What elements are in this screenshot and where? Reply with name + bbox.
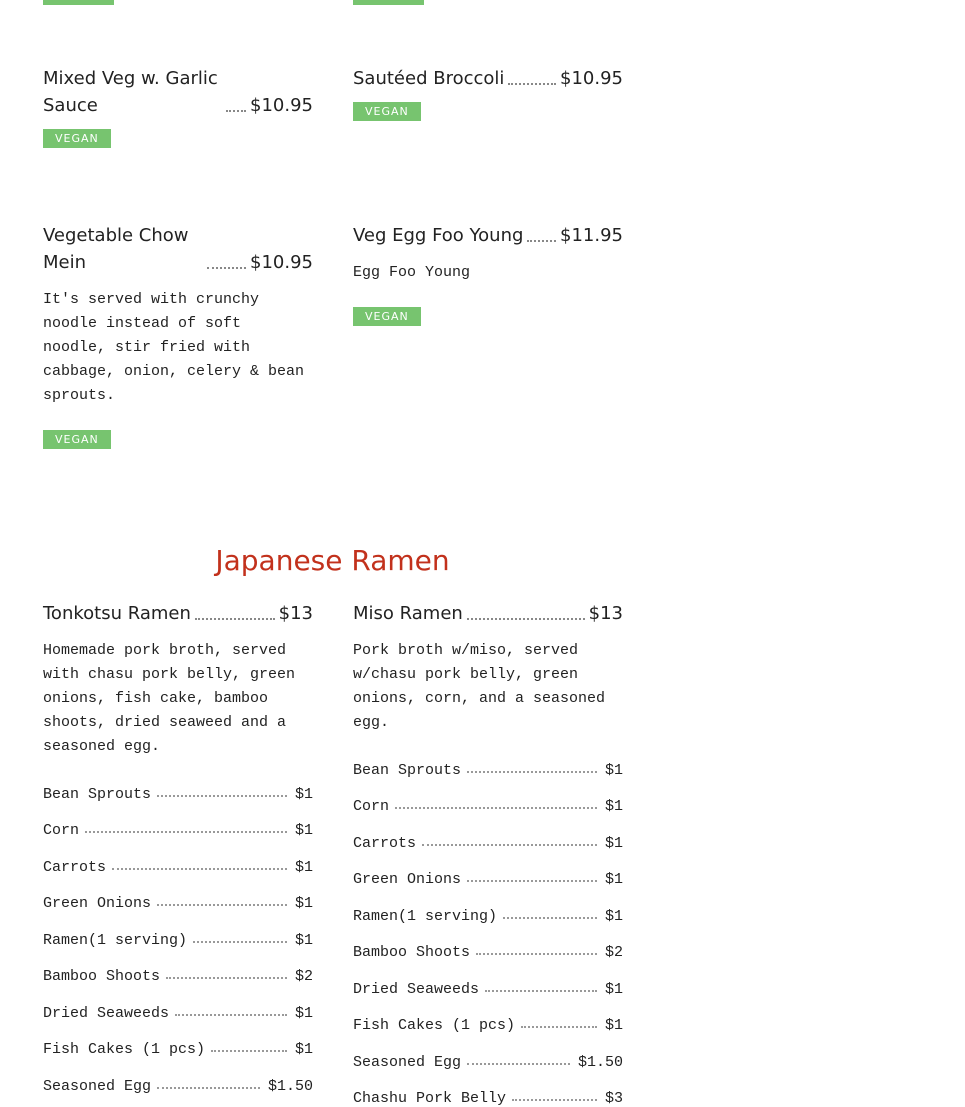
addon-item[interactable]	[353, 1034, 623, 1071]
addon-item[interactable]	[353, 961, 623, 998]
addon-name: Ramen(1 serving)	[353, 908, 497, 925]
leader-dots	[211, 1050, 287, 1052]
leader-dots	[226, 110, 246, 112]
addon-name: Seasoned Egg	[43, 1078, 151, 1095]
addon-name: Dried Seaweeds	[353, 981, 479, 998]
leader-dots	[521, 1026, 597, 1028]
addon-price: $1.50	[578, 1054, 623, 1071]
section-title-japanese-ramen: Japanese Ramen	[0, 544, 665, 577]
addon-price: $2	[605, 944, 623, 961]
addon-price: $1	[295, 859, 313, 876]
item-name: Sautéed Broccoli	[353, 65, 504, 92]
addon-name: Green Onions	[43, 895, 151, 912]
leader-dots	[195, 618, 275, 620]
item-name: Tonkotsu Ramen	[43, 600, 191, 627]
item-name: Miso Ramen	[353, 600, 463, 627]
item-price: $11.95	[560, 222, 623, 249]
leader-dots	[467, 618, 585, 620]
leader-dots	[157, 795, 287, 797]
addon-name: Fish Cakes (1 pcs)	[353, 1017, 515, 1034]
item-price: $10.95	[250, 249, 313, 276]
item-name: Mixed Veg w. Garlic Sauce	[43, 65, 222, 119]
leader-dots	[193, 941, 287, 943]
leader-dots	[467, 1063, 570, 1065]
menu-item-veg-chow-mein[interactable]	[43, 222, 313, 449]
addon-name: Fish Cakes (1 pcs)	[43, 1041, 205, 1058]
addon-price: $1	[605, 981, 623, 998]
menu-column-left	[43, 0, 313, 520]
leader-dots	[112, 868, 287, 870]
leader-dots	[157, 1087, 260, 1089]
addon-name: Corn	[43, 822, 79, 839]
item-description: Egg Foo Young	[353, 261, 623, 285]
addon-price: $1	[605, 762, 623, 779]
addon-name: Chashu Pork Belly	[353, 1090, 506, 1107]
leader-dots	[85, 831, 287, 833]
addon-item[interactable]	[43, 803, 313, 840]
menu-item-tonkotsu-ramen[interactable]	[43, 600, 313, 759]
item-price: $10.95	[250, 92, 313, 119]
addon-price: $1	[295, 1005, 313, 1022]
vegan-badge: VEGAN	[43, 430, 111, 449]
addon-name: Green Onions	[353, 871, 461, 888]
addon-price: $1	[295, 895, 313, 912]
addon-item[interactable]	[43, 876, 313, 913]
addon-price: $2	[295, 968, 313, 985]
addon-price: $1	[605, 908, 623, 925]
leader-dots	[527, 240, 556, 242]
leader-dots	[476, 953, 597, 955]
addon-price: $1	[295, 822, 313, 839]
addon-list	[43, 766, 313, 1095]
menu-item-veg-egg-foo-young[interactable]	[353, 222, 623, 326]
item-description: Pork broth w/miso, served w/chasu pork belly, green onions, corn, and a seasoned egg.	[353, 639, 623, 735]
addon-name: Bamboo Shoots	[43, 968, 160, 985]
addon-price: $1	[295, 932, 313, 949]
item-price: $13	[589, 600, 623, 627]
addon-name: Dried Seaweeds	[43, 1005, 169, 1022]
addon-item[interactable]	[353, 779, 623, 816]
item-name: Vegetable Chow Mein	[43, 222, 203, 276]
addon-name: Ramen(1 serving)	[43, 932, 187, 949]
addon-name: Corn	[353, 798, 389, 815]
addon-price: $1	[605, 871, 623, 888]
addon-price: $3	[605, 1090, 623, 1107]
addon-name: Seasoned Egg	[353, 1054, 461, 1071]
menu-item-miso-ramen[interactable]	[353, 600, 623, 735]
item-description: Homemade pork broth, served with chasu pork belly, green onions, fish cake, bamboo shoots, dried seaweed and a seasoned egg.	[43, 639, 313, 759]
addon-name: Carrots	[43, 859, 106, 876]
addon-price: $1.50	[268, 1078, 313, 1095]
addon-item[interactable]	[43, 985, 313, 1022]
item-price: $10.95	[560, 65, 623, 92]
addon-item[interactable]	[353, 1071, 623, 1107]
addon-item[interactable]	[43, 1058, 313, 1095]
menu-column-right	[353, 0, 623, 520]
addon-item[interactable]	[353, 925, 623, 962]
menu-item-mixed-veg[interactable]	[43, 65, 313, 148]
item-price: $13	[279, 600, 313, 627]
leader-dots	[467, 771, 597, 773]
menu-item-sauteed-broccoli[interactable]	[353, 65, 623, 121]
vegan-badge: VEGAN	[353, 102, 421, 121]
addon-name: Carrots	[353, 835, 416, 852]
leader-dots	[508, 83, 556, 85]
leader-dots	[503, 917, 597, 919]
ramen-column-right	[353, 600, 623, 1097]
leader-dots	[395, 807, 597, 809]
addon-price: $1	[605, 835, 623, 852]
leader-dots	[422, 844, 597, 846]
vegan-badge: VEGAN	[353, 307, 421, 326]
item-name: Veg Egg Foo Young	[353, 222, 523, 249]
leader-dots	[512, 1099, 597, 1101]
leader-dots	[166, 977, 287, 979]
leader-dots	[467, 880, 597, 882]
addon-name: Bamboo Shoots	[353, 944, 470, 961]
addon-item[interactable]	[43, 839, 313, 876]
leader-dots	[175, 1014, 287, 1016]
addon-item[interactable]	[353, 742, 623, 779]
addon-item[interactable]	[353, 998, 623, 1035]
addon-price: $1	[605, 1017, 623, 1034]
vegan-badge: VEGAN	[43, 129, 111, 148]
addon-list	[353, 742, 623, 1107]
addon-name: Bean Sprouts	[43, 786, 151, 803]
leader-dots	[157, 904, 287, 906]
ramen-column-left	[43, 600, 313, 1097]
leader-dots	[485, 990, 597, 992]
item-description: It's served with crunchy noodle instead of soft noodle, stir fried with cabbage, onion, celery & bean sprouts.	[43, 288, 313, 408]
addon-item[interactable]	[43, 949, 313, 986]
addon-price: $1	[295, 1041, 313, 1058]
addon-item[interactable]	[43, 1022, 313, 1059]
addon-item[interactable]	[43, 912, 313, 949]
addon-item[interactable]	[353, 852, 623, 889]
addon-price: $1	[295, 786, 313, 803]
addon-item[interactable]	[353, 815, 623, 852]
addon-item[interactable]	[43, 766, 313, 803]
addon-item[interactable]	[353, 888, 623, 925]
leader-dots	[207, 267, 246, 269]
addon-name: Bean Sprouts	[353, 762, 461, 779]
addon-price: $1	[605, 798, 623, 815]
